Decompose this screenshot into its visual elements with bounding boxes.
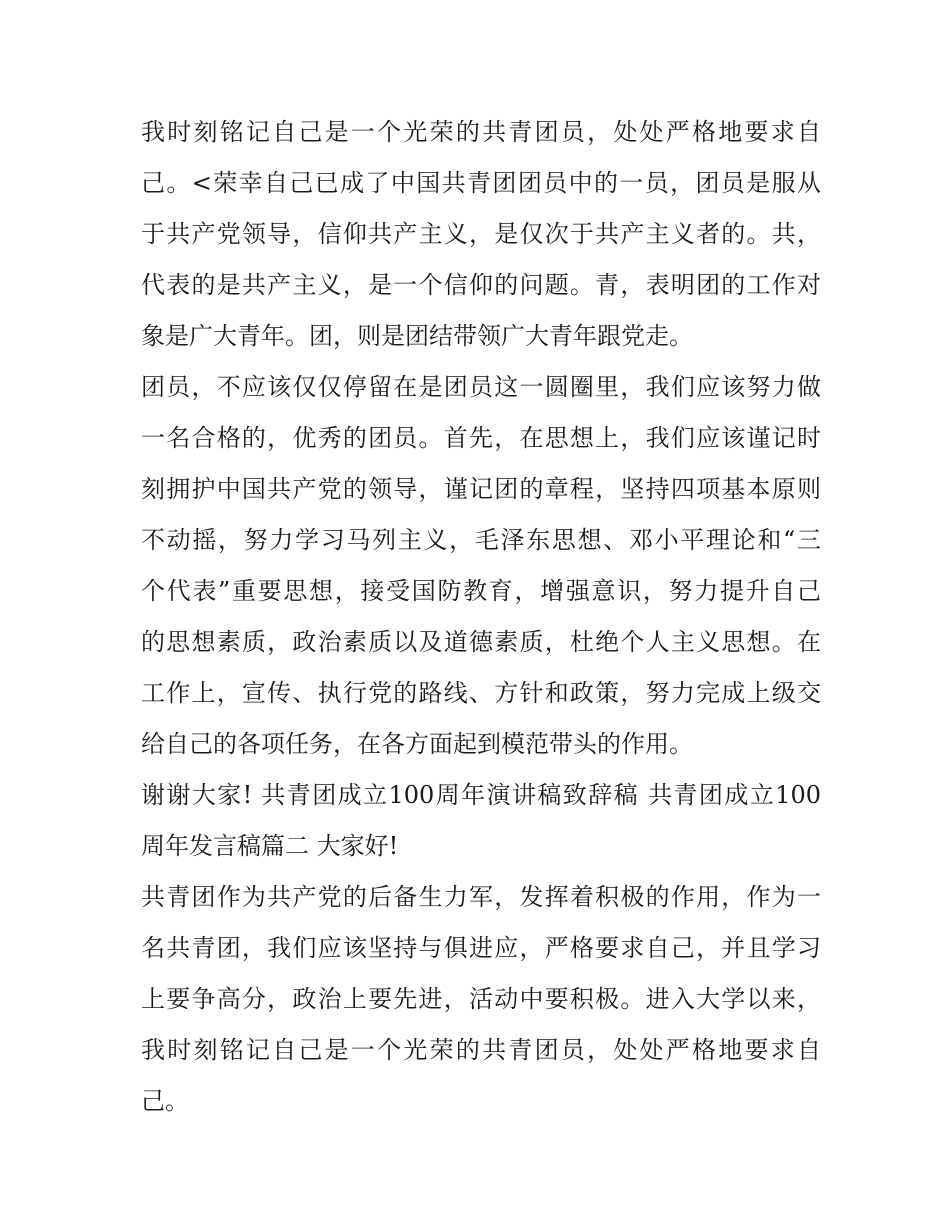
paragraph-3: [141, 770, 821, 872]
text-line: 己。<荣幸自己已成了中国共青团团员中的一员，团员是服从: [141, 169, 821, 197]
text-line: 我时刻铭记自己是一个光荣的共青团员，处处严格地要求自: [141, 1036, 821, 1064]
text-line: 给自己的各项任务，在各方面起到模范带头的作用。: [141, 730, 693, 758]
text-line: 上要争高分，政治上要先进，活动中要积极。进入大学以来，: [141, 985, 821, 1013]
text-line: 名共青团，我们应该坚持与俱进应，严格要求自己，并且学习: [141, 934, 821, 962]
text-line: 谢谢大家! 共青团成立100周年演讲稿致辞稿 共青团成立100: [141, 781, 821, 809]
text-line: 代表的是共产主义，是一个信仰的问题。青，表明团的工作对: [141, 271, 821, 299]
body-text: [141, 107, 821, 1127]
paragraph-1: [141, 107, 821, 362]
text-line: 的思想素质，政治素质以及道德素质，杜绝个人主义思想。在: [141, 628, 821, 656]
text-line: 我时刻铭记自己是一个光荣的共青团员，处处严格地要求自: [141, 118, 821, 146]
text-line: 周年发言稿篇二 大家好!: [141, 832, 399, 860]
paragraph-4: [141, 872, 821, 1127]
text-line: 工作上，宣传、执行党的路线、方针和政策，努力完成上级交: [141, 679, 821, 707]
paragraph-2: [141, 362, 821, 770]
text-line: 己。: [141, 1087, 189, 1115]
text-line: 象是广大青年。团，则是团结带领广大青年跟党走。: [141, 322, 693, 350]
text-line: 于共产党领导，信仰共产主义，是仅次于共产主义者的。共，: [141, 220, 821, 248]
text-line: 个代表”重要思想，接受国防教育，增强意识，努力提升自己: [141, 577, 821, 605]
text-line: 一名合格的，优秀的团员。首先，在思想上，我们应该谨记时: [141, 424, 821, 452]
text-line: 共青团作为共产党的后备生力军，发挥着积极的作用，作为一: [141, 883, 821, 911]
text-line: 团员，不应该仅仅停留在是团员这一圆圈里，我们应该努力做: [141, 373, 821, 401]
text-line: 不动摇，努力学习马列主义，毛泽东思想、邓小平理论和“三: [141, 526, 821, 554]
text-line: 刻拥护中国共产党的领导，谨记团的章程，坚持四项基本原则: [141, 475, 821, 503]
